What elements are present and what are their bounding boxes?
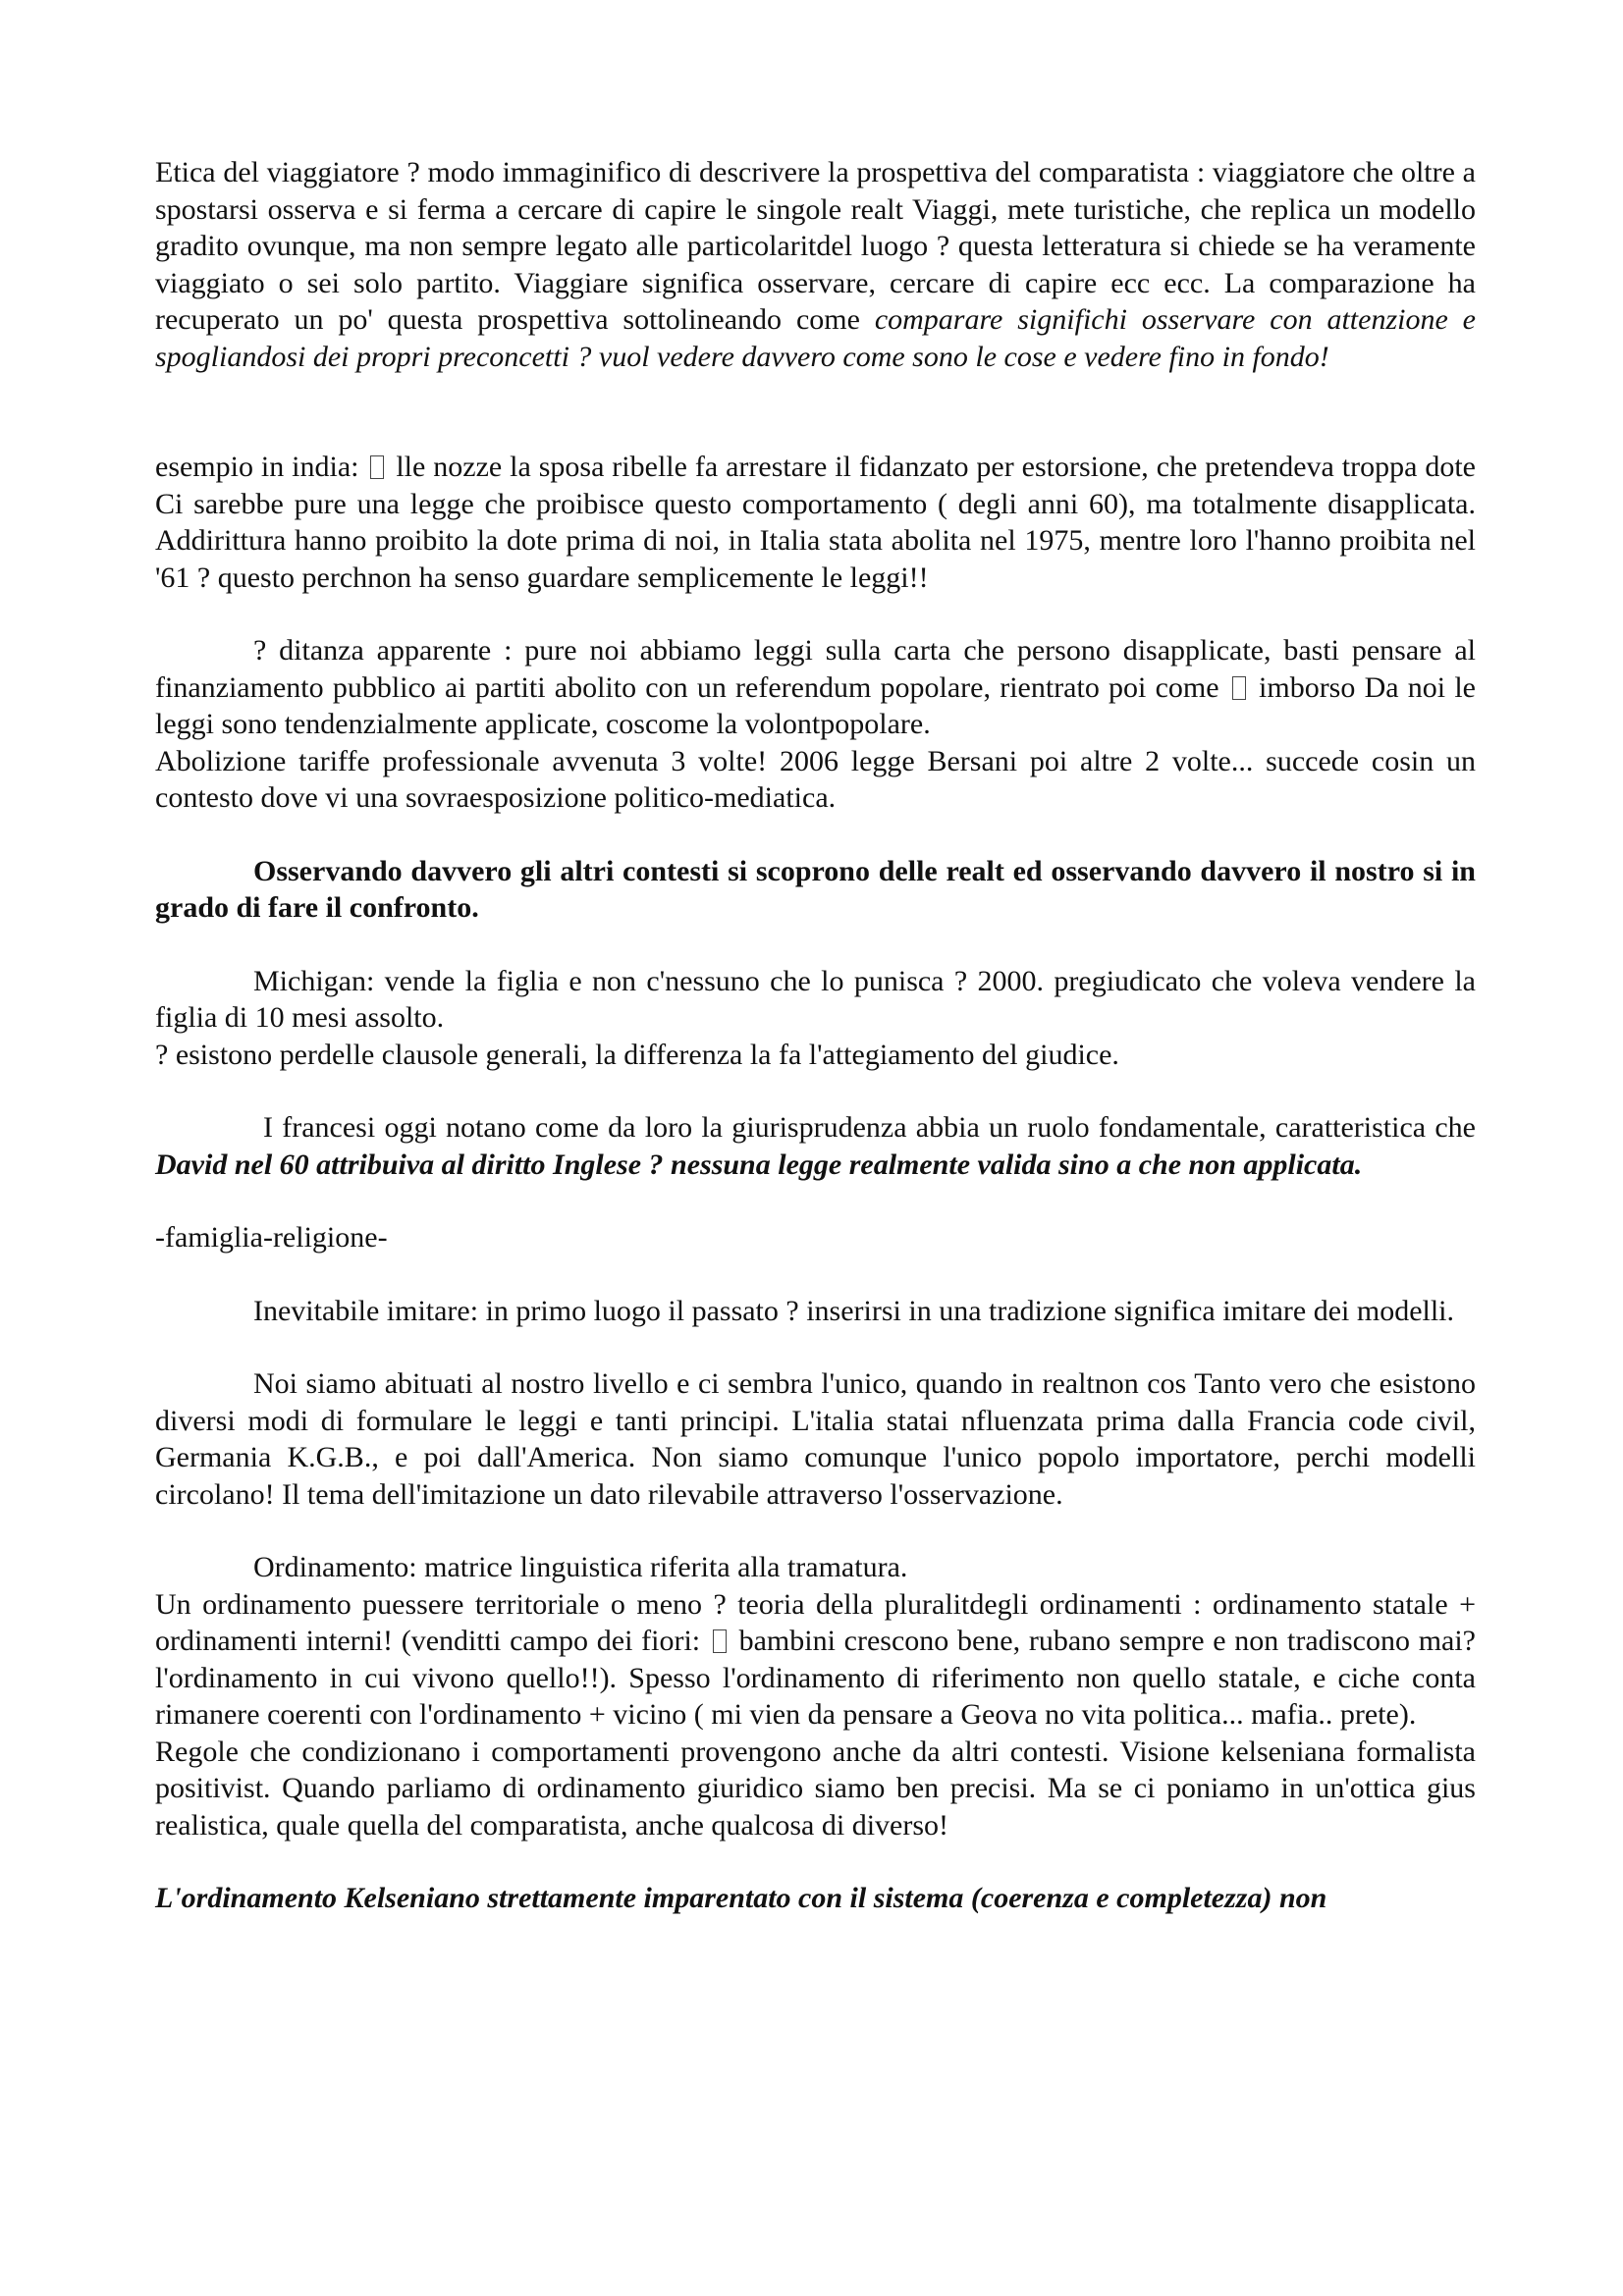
- missing-glyph-icon: [1232, 676, 1246, 700]
- spacer: [155, 927, 1476, 963]
- spacer: [155, 1256, 1476, 1293]
- missing-glyph-icon: [713, 1629, 727, 1653]
- spacer: [155, 817, 1476, 853]
- spacer: [155, 596, 1476, 632]
- paragraph-famiglia-religione: -famiglia-religione-: [155, 1221, 388, 1254]
- missing-glyph-icon: [370, 455, 384, 479]
- paragraph-abolizione-tariffe: Abolizione tariffe professionale avvenuta 3 volte! 2006 legge Bersani poi altre 2 volte... succede cosin un contesto dove vi una sovraesposizione politico-mediatica.: [155, 744, 1476, 814]
- paragraph-text: imborso Da noi le leggi sono tendenzialmente applicate, coscome la volontpopolare.: [155, 670, 1476, 740]
- spacer: [155, 1073, 1476, 1109]
- paragraph-michigan: Michigan: vende la figlia e non c'nessuno che lo punisca ? 2000. pregiudicato che voleva vendere la figlia di 10 mesi assolto.: [155, 964, 1476, 1034]
- paragraph-clausole-generali: ? esistono perdelle clausole generali, la differenza la fa l'attegiamento del giudice.: [155, 1038, 1119, 1071]
- paragraph-pluralita-ordinamenti: [155, 1586, 1476, 1734]
- paragraph-regole: Regole che condizionano i comportamenti provengono anche da altri contesti. Visione kelseniana formalista positivist. Quando parliamo di ordinamento giuridico siamo ben precisi. Ma se ci poniamo in un'ottica gius realistica, quale quella del comparatista, anche qualcosa di diverso!: [155, 1735, 1476, 1842]
- paragraph-noi-siamo-abituati: Noi siamo abituati al nostro livello e ci sembra l'unico, quando in realtnon cos Tanto vero che esistono diversi modi di formulare le leggi e tanti principi. L'italia statai nfluenzata prima dalla Francia code civil, Germania K.G.B., e poi dall'America. Non siamo comunque l'unico popolo importatore, perchi modelli circolano! Il tema dell'imitazione un dato rilevabile attraverso l'osservazione.: [155, 1367, 1476, 1511]
- paragraph-text: lle nozze la sposa ribelle fa arrestare il fidanzato per estorsione, che pretendeva troppa dote Ci sarebbe pure una legge che proibisce questo comportamento ( degli anni 60), ma totalmente disapplicata. Addirittura hanno proibito la dote prima di noi, in Italia stata abolita nel 1975, mentre loro l'hanno proibita nel '61 ? questo perchnon ha senso guardare semplicemente le leggi!!: [155, 451, 1476, 594]
- paragraph-ordinamento: Ordinamento: matrice linguistica riferita alla tramatura.: [253, 1551, 908, 1583]
- paragraph-text: esempio in india:: [155, 451, 367, 483]
- spacer: [155, 375, 1476, 449]
- paragraph-ordinamento-kelseniano: L'ordinamento Kelseniano strettamente imparentato con il sistema (coerenza e completezza) non: [155, 1882, 1327, 1914]
- paragraph-esempio-india: [155, 449, 1476, 596]
- paragraph-text: Un ordinamento puessere territoriale o meno ? teoria della pluralitdegli ordinamenti : ordinamento statale + ordinamenti interni! (venditti campo dei fiori:: [155, 1587, 1476, 1657]
- spacer: [155, 1513, 1476, 1549]
- paragraph-text: I francesi oggi notano come da loro la giurisprudenza abbia un ruolo fondamentale, caratteristica che: [263, 1111, 1476, 1144]
- spacer: [155, 1843, 1476, 1880]
- paragraph-text: ? ditanza apparente : pure noi abbiamo leggi sulla carta che persono disapplicate, basti pensare al finanziamento pubblico ai partiti abolito con un referendum popolare, rientrato poi come: [155, 634, 1476, 704]
- paragraph-text: bambini crescono bene, rubano sempre e non tradiscono mai? l'ordinamento in cui vivono quello!!). Spesso l'ordinamento di riferimento non quello statale, e ciche conta rimanere coerenti con l'ordinamento + vicino ( mi vien da pensare a Geova no vita politica... mafia.. prete).: [155, 1625, 1476, 1731]
- bold-italic-emphasis: David nel 60 attribuiva al diritto Inglese ? nessuna legge realmente valida sino a che non applicata.: [155, 1148, 1363, 1181]
- paragraph-etica-viaggiatore: [155, 154, 1476, 375]
- paragraph-text: Etica del viaggiatore ? modo immaginifico di descrivere la prospettiva del comparatista : viaggiatore che oltre a spostarsi osserva e si ferma a cercare di capire le singole realt Viaggi, mete turistiche, che replica un modello gradito ovunque, ma non sempre legato alle particolaritdel luogo ? questa letteratura si chiede se ha veramente viaggiato o sei solo partito. Viaggiare significa osservare, cercare di capire ecc ecc. La comparazione ha recuperato un po' questa prospettiva sottolineando come: [155, 156, 1476, 336]
- italic-emphasis: comparare significhi osservare con attenzione e spogliandosi dei propri preconcetti ? vuol vedere davvero come sono le cose e vedere fino in fondo!: [155, 303, 1476, 373]
- spacer: [155, 1329, 1476, 1365]
- paragraph-francesi: [155, 1109, 1476, 1183]
- paragraph-osservando-davvero: Osservando davvero gli altri contesti si scoprono delle realt ed osservando davvero il nostro si in grado di fare il confronto.: [155, 854, 1476, 924]
- spacer: [155, 1183, 1476, 1219]
- document-body: [155, 154, 1476, 1917]
- paragraph-inevitabile-imitare: Inevitabile imitare: in primo luogo il passato ? inserirsi in una tradizione significa imitare dei modelli.: [253, 1294, 1455, 1327]
- paragraph-distanza-apparente: [155, 632, 1476, 743]
